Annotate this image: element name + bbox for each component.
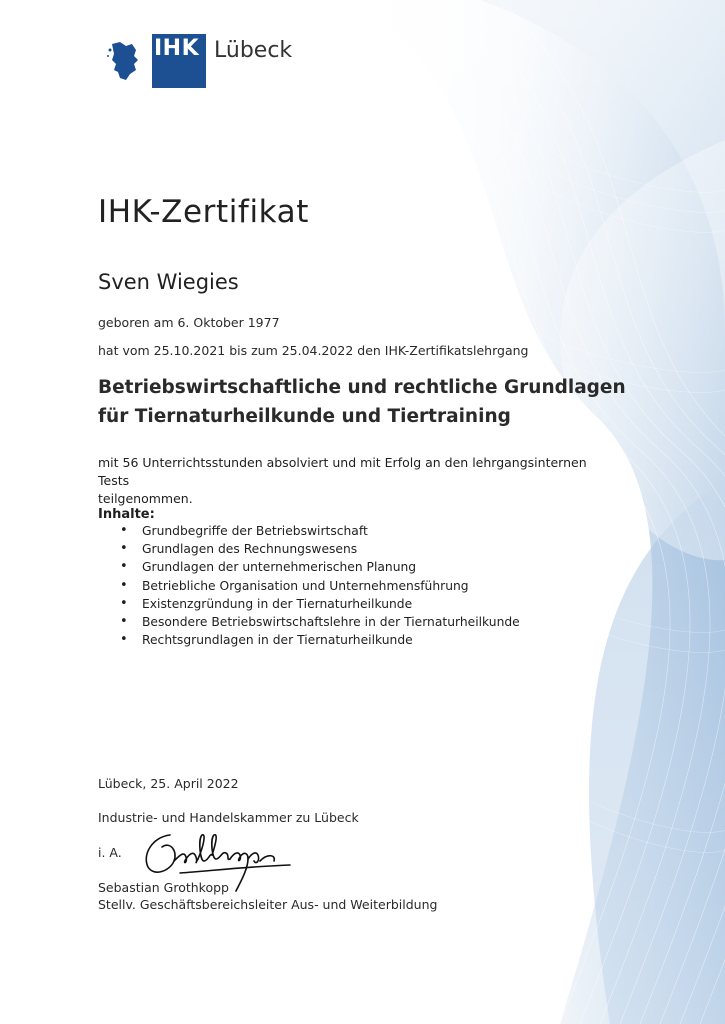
recipient-name: Sven Wiegies xyxy=(98,270,239,294)
bullet-icon: • xyxy=(120,541,128,557)
contents-list xyxy=(98,522,520,649)
bullet-icon: • xyxy=(120,559,128,575)
list-item-label: Betriebliche Organisation und Unternehmensführung xyxy=(142,578,469,593)
organization-name: Industrie- und Handelskammer zu Lübeck xyxy=(98,810,359,825)
list-item-label: Grundlagen des Rechnungswesens xyxy=(142,542,358,557)
list-item xyxy=(98,558,520,576)
course-title-line1: Betriebswirtschaftliche und rechtliche Grundlagen xyxy=(98,377,626,398)
list-item-label: Besondere Betriebswirtschaftslehre in der Tiernaturheilkunde xyxy=(142,614,520,629)
list-item-label: Grundlagen der unternehmerischen Planung xyxy=(142,560,417,575)
place-date: Lübeck, 25. April 2022 xyxy=(98,776,239,791)
period-line: hat vom 25.10.2021 bis zum 25.04.2022 den IHK-Zertifikatslehrgang xyxy=(98,343,529,358)
bullet-icon: • xyxy=(120,595,128,611)
course-title-line2: für Tiernaturheilkunde und Tiertraining xyxy=(98,406,511,427)
on-behalf-label: i. A. xyxy=(98,845,122,860)
result-line2: teilgenommen. xyxy=(98,491,193,506)
page-title: IHK-Zertifikat xyxy=(98,194,310,230)
list-item xyxy=(98,613,520,631)
contents-heading: Inhalte: xyxy=(98,507,155,522)
list-item xyxy=(98,631,520,649)
list-item xyxy=(98,540,520,558)
schleswig-holstein-map-icon xyxy=(98,34,152,88)
list-item xyxy=(98,595,520,613)
list-item xyxy=(98,577,520,595)
course-title xyxy=(98,373,626,431)
bullet-icon: • xyxy=(120,613,128,629)
bullet-icon: • xyxy=(120,523,128,538)
list-item xyxy=(98,522,520,540)
signatory-name: Sebastian Grothkopp xyxy=(98,880,229,895)
bullet-icon: • xyxy=(120,632,128,648)
birth-line: geboren am 6. Oktober 1977 xyxy=(98,315,280,330)
list-item-label: Rechtsgrundlagen in der Tiernaturheilkunde xyxy=(142,633,413,648)
result-text xyxy=(98,454,598,508)
logo-ihk-text: IHK xyxy=(154,36,200,61)
result-line1: mit 56 Unterrichtsstunden absolviert und mit Erfolg an den lehrgangsinternen Tests xyxy=(98,455,587,488)
bullet-icon: • xyxy=(120,577,128,593)
list-item-label: Existenzgründung in der Tiernaturheilkunde xyxy=(142,596,413,611)
logo-city-text: Lübeck xyxy=(214,38,293,63)
list-item-label: Grundbegriffe der Betriebswirtschaft xyxy=(142,524,368,538)
signatory-title: Stellv. Geschäftsbereichsleiter Aus- und Weiterbildung xyxy=(98,897,438,912)
